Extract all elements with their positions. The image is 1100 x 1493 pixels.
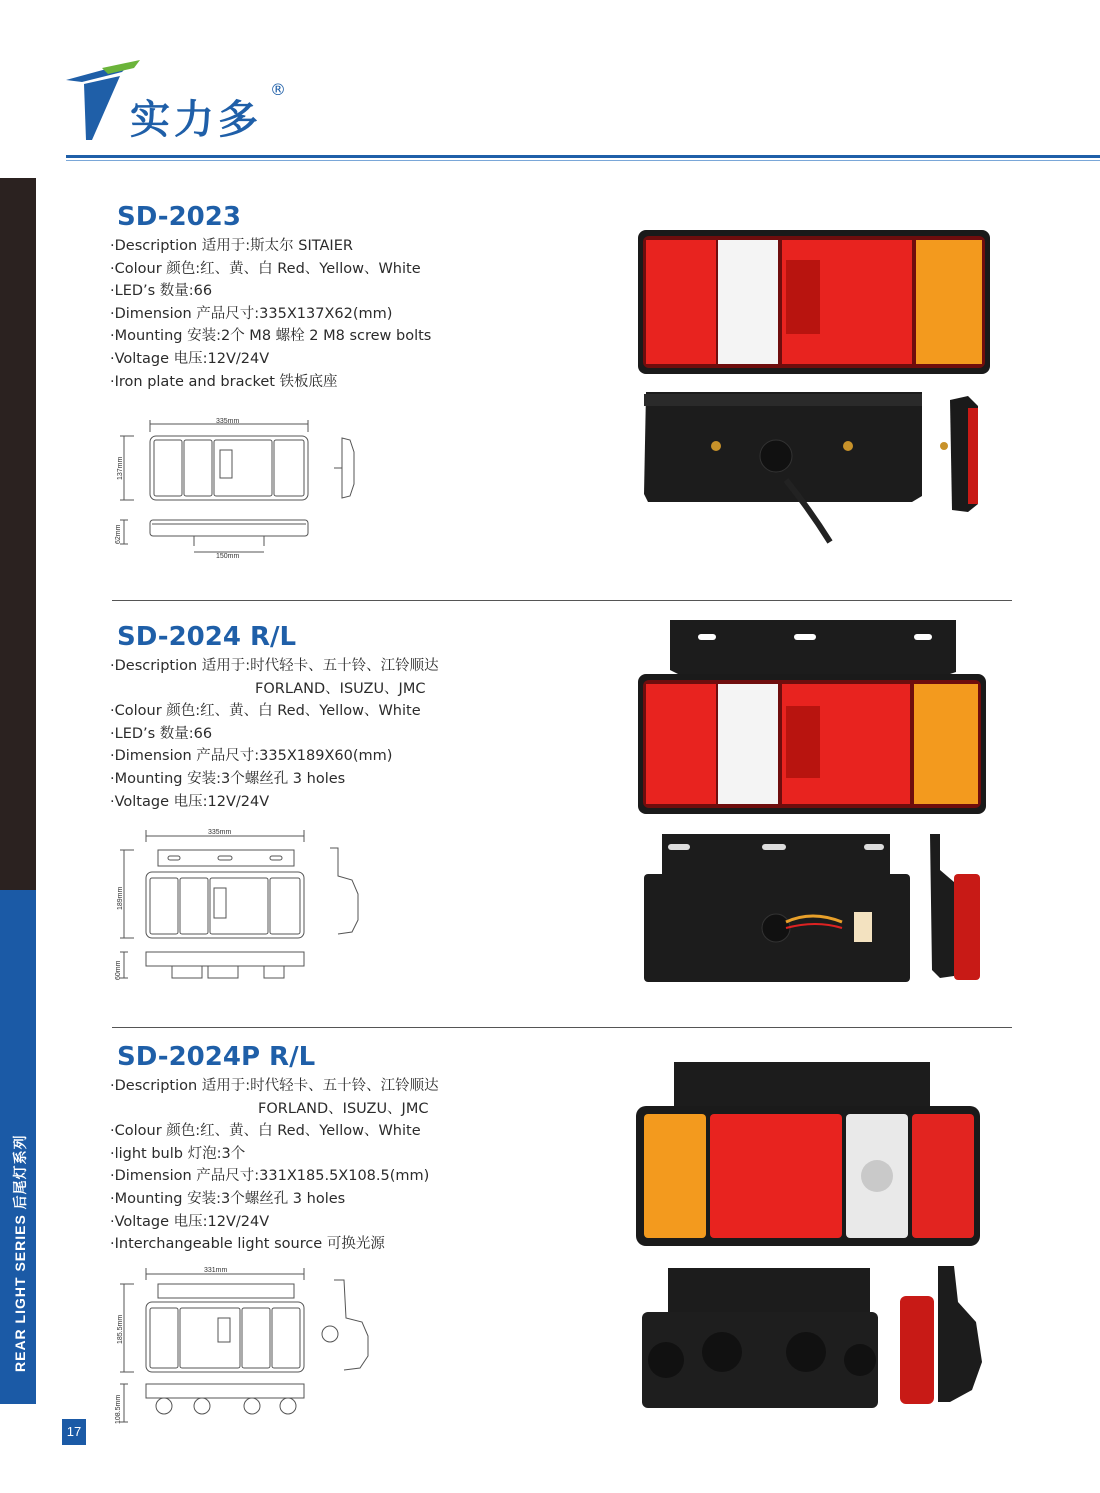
spec-line: ·light bulb 灯泡:3个: [110, 1145, 246, 1162]
dim-depth-label: 60mm: [115, 960, 122, 980]
registered-mark: ®: [270, 80, 286, 99]
product-photo-back-sd2023: [640, 390, 985, 545]
spec-list-sd2024: [110, 655, 439, 813]
dimension-drawing-sd2023: [112, 412, 372, 562]
product-photo-front-sd2024: [638, 618, 986, 814]
spec-line: ·Description 适用于:时代轻卡、五十铃、江铃顺达: [110, 1078, 439, 1094]
dimension-drawing-sd2024p: [112, 1262, 382, 1432]
spec-line: ·Description 适用于:时代轻卡、五十铃、江铃顺达: [110, 658, 439, 674]
spec-line: ·Mounting 安装:3个螺丝孔 3 holes: [110, 770, 346, 787]
spec-line: ·Dimension 产品尺寸:331X185.5X108.5(mm): [110, 1168, 430, 1185]
spec-line: ·LED’s 数量:66: [110, 725, 213, 742]
spec-list-sd2023: [110, 235, 431, 393]
product-photo-back-sd2024: [642, 830, 987, 985]
sidebar-dark-band: [0, 178, 36, 890]
spec-line: ·Voltage 电压:12V/24V: [110, 793, 270, 810]
dim-width-label: 335mm: [216, 418, 240, 425]
spec-line: ·Colour 颜色:红、黄、白 Red、Yellow、White: [110, 1123, 421, 1140]
spec-line: ·Voltage 电压:12V/24V: [110, 350, 270, 367]
spec-line: ·Colour 颜色:红、黄、白 Red、Yellow、White: [110, 260, 421, 277]
product-title-sd2024: SD-2024 R/L: [117, 622, 297, 652]
spec-line: ·LED’s 数量:66: [110, 283, 213, 300]
spec-line: ·Voltage 电压:12V/24V: [110, 1213, 270, 1230]
section-divider: [112, 1027, 1012, 1028]
brand-name: 实力多: [130, 97, 262, 143]
spec-line: ·Mounting 安装:2个 M8 螺栓 2 M8 screw bolts: [110, 328, 432, 345]
spec-list-sd2024p: [110, 1075, 439, 1256]
spec-line: FORLAND、ISUZU、JMC: [258, 1100, 429, 1117]
dim-height-label: 185.5mm: [117, 1314, 124, 1344]
series-label: REAR LIGHT SERIES 后尾灯系列: [12, 1134, 28, 1372]
page-number: 17: [62, 1419, 86, 1445]
product-photo-back-sd2024p: [638, 1262, 990, 1412]
product-title-sd2023: SD-2023: [117, 202, 241, 232]
header-rule-thin: [66, 160, 1100, 161]
product-photo-front-sd2024p: [636, 1060, 980, 1246]
dim-width-label: 335mm: [208, 829, 232, 836]
dim-height-label: 189mm: [117, 886, 124, 910]
spec-line: ·Interchangeable light source 可换光源: [110, 1236, 385, 1253]
dim-width-label: 331mm: [204, 1267, 228, 1274]
spec-line: ·Dimension 产品尺寸:335X189X60(mm): [110, 748, 393, 765]
section-divider: [112, 600, 1012, 601]
product-title-sd2024p: SD-2024P R/L: [117, 1042, 316, 1072]
spec-line: ·Iron plate and bracket 铁板底座: [110, 373, 338, 390]
spec-line: FORLAND、ISUZU、JMC: [255, 680, 426, 697]
dim-depth-label: 108.5mm: [115, 1394, 122, 1424]
spec-line: ·Colour 颜色:红、黄、白 Red、Yellow、White: [110, 703, 421, 720]
spec-line: ·Description 适用于:斯太尔 SITAIER: [110, 238, 353, 254]
spec-line: ·Mounting 安装:3个螺丝孔 3 holes: [110, 1190, 346, 1207]
dim-bolt-label: 150mm: [216, 553, 240, 560]
spec-line: ·Dimension 产品尺寸:335X137X62(mm): [110, 305, 393, 322]
header-rule: [66, 155, 1100, 158]
dim-depth-label: 62mm: [115, 524, 122, 544]
dim-height-label: 137mm: [117, 456, 124, 480]
product-photo-front-sd2023: [638, 230, 990, 374]
dimension-drawing-sd2024: [112, 824, 372, 984]
